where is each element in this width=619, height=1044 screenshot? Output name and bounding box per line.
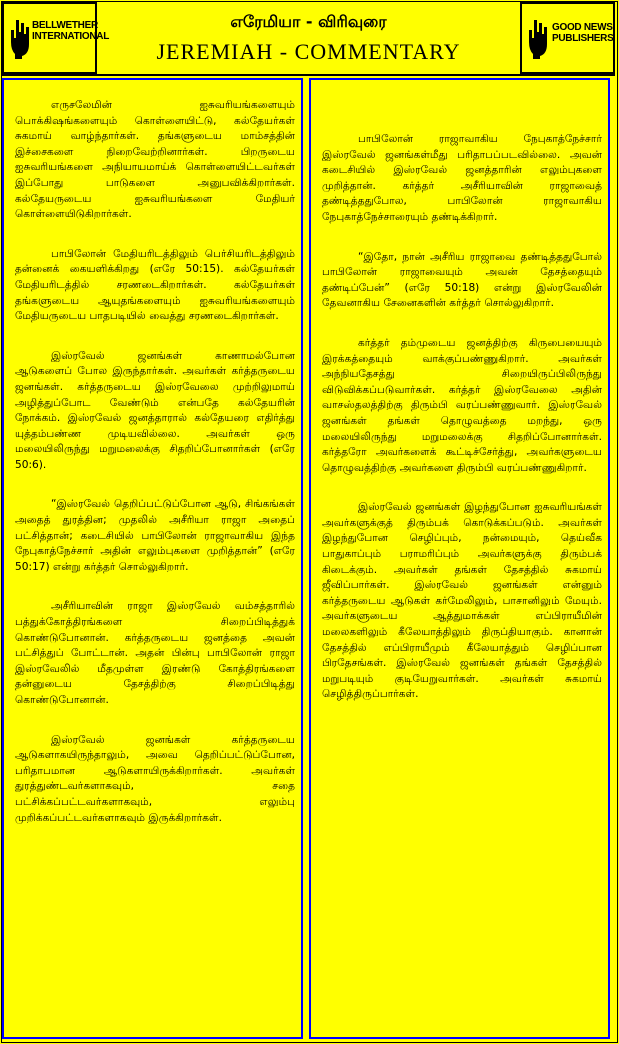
paragraph: இஸ்ரவேல் ஜனங்கள் கர்த்தருடைய ஆடுகளாகயிருந்தாலும், அவை தெறிப்பட்டுப்போன, பரிதாபமான ஆடுகளாயிருக்கிறார்கள். அவர்கள் துரத்துண்டவர்களாகவும், சதை பட்சிக்கப்பட்டவர்களாகவும், எலும்பு முறிக்கப்பட்டவர்களாகவும் இருக்கிறார்கள். bbox=[15, 733, 295, 824]
paragraph: எருசலேமின் ஐசுவரியங்களையும் பொக்கிஷங்களையும் கொள்ளையிட்டு, கல்தேயர்கள் சுகமாய் வாழ்ந்தார்கள். தங்களுடைய மாம்சத்தின் இச்சைகளை நிறைவேற்றினார்கள். பிறருடைய ஐசுவரியங்களை அநியாயமாய்க் கொள்ளையிட்டவர்கள் இப்போது பாடுகளை அனுபவிக்கிறார்கள். கல்தேயருடைய ஐசுவரியங்களை மேதியர் கொள்ளையிடுகிறார்கள். bbox=[15, 99, 295, 221]
good-news-logo bbox=[520, 2, 615, 74]
paragraph: இஸ்ரவேல் ஜனங்கள் இழந்துபோன ஐசுவரியங்கள் அவர்களுக்குத் திரும்பக் கொடுக்கப்படும். அவர்கள் இழந்துபோன செழிப்பும், நன்மையும், தெய்வீக பாதுகாப்பும் பராமரிப்பும் அவர்களுக்கு திரும்பக் கிடைக்கும். அவர்கள் தங்கள் தேசத்தில் சுகமாய் ஜீவிப்பார்கள். இஸ்ரவேல் ஜனங்கள் என்னும் கர்த்தருடைய ஆடுகள் கர்மேலிலும், பாசானிலும் மேயும். அவர்களுடைய ஆத்துமாக்கள் எப்பிராயீமின் மலைகளிலும் கீலேயாத்திலும் திருப்தியாகும். கானான் தேசத்தில் எப்பிராயீமும் கீலேயாத்தும் செழிப்பான பிரதேசங்கள். இஸ்ரவேல் ஜனங்கள் தங்கள் தேசத்தில் மறுபடியும் குடியேறுவார்கள். அவர்கள் சுகமாய் செழித்திருப்பார்கள். bbox=[322, 501, 602, 701]
good-news-logo-text: GOOD NEWS PUBLISHERS bbox=[552, 22, 614, 44]
paragraph: “இஸ்ரவேல் தெறிப்பட்டுப்போன ஆடு, சிங்கங்கள் அதைத் துரத்தின; முதலில் அசீரியா ராஜா அதைப் பட்சித்தான்; கடைசியில் பாபிலோன் ராஜாவாகிய இந்த நேபுகாத்நேச்சார் அதின் எலும்புகளை முறித்தான்” (எரே 50:17) என்று கர்த்தர் சொல்லுகிறார். bbox=[15, 498, 295, 573]
right-column bbox=[309, 78, 610, 1039]
title-english: JEREMIAH - COMMENTARY bbox=[156, 39, 461, 64]
header bbox=[2, 2, 615, 76]
hand-icon bbox=[10, 18, 30, 60]
paragraph: கர்த்தர் தம்முடைய ஜனத்திற்கு கிருபையையும் இரக்கத்தையும் வாக்குப்பண்ணுகிறார். அவர்கள் அந்நியதேசத்து சிறையிருப்பிலிருந்து விடுவிக்கப்படுவார்கள். கர்த்தர் இஸ்ரவேலை அதின் வாசஸ்தலத்திற்கு திரும்பி வரப்பண்ணுவார். இஸ்ரவேல் ஜனங்கள் தங்கள் தொழுவத்தை மறந்து, ஒரு மலையிலிருந்து மறுமலைக்கு சிதறிப்போனார்கள். கர்த்தரோ அவர்களைக் கூட்டிச்சேர்த்து, அவர்களுடைய தொழுவத்திற்கு அவர்களை திரும்பி வரப்பண்ணுகிறார். bbox=[322, 336, 602, 474]
hand-icon bbox=[528, 18, 548, 60]
title-block bbox=[97, 2, 520, 74]
paragraph: அசீரியாவின் ராஜா இஸ்ரவேல் வம்சத்தாரில் பத்துக்கோத்திரங்களை சிறைப்பிடித்துக் கொண்டுபோனான். கர்த்தருடைய ஜனத்தை அவன் பட்சித்துப் போட்டான். அதன் பின்பு பாபிலோன் ராஜா இஸ்ரவேலில் மீதமுள்ள இரண்டு கோத்திரங்களை தன்னுடைய தேசத்திற்கு சிறைப்பிடித்து கொண்டுபோனான். bbox=[15, 600, 295, 706]
bellwether-logo-text: BELLWETHER INTERNATIONAL bbox=[32, 20, 110, 42]
title-tamil: எரேமியா - விரிவுரை bbox=[230, 12, 387, 31]
bellwether-logo bbox=[2, 2, 110, 74]
paragraph: பாபிலோன் ராஜாவாகிய நேபுகாத்நேச்சார் இஸ்ரவேல் ஜனங்கள்மீது பரிதாபப்படவில்லை. அவன் கடைசியில் இஸ்ரவேல் ஜனத்தாரின் எலும்புகளை முறித்தான். கர்த்தர் அசீரியாவின் ராஜாவைத் தண்டித்ததுபோல, பாபிலோன் ராஜாவாகிய நேபுகாத்நேச்சாரையும் தண்டிக்கிறார். bbox=[322, 133, 602, 223]
left-column bbox=[2, 78, 303, 1039]
paragraph: பாபிலோன் மேதியரிடத்திலும் பெர்சியரிடத்திலும் தன்னைக் கையளிக்கிறது (எரே 50:15). கல்தேயர்கள் மேதியரிடத்தில் சரணடைகிறார்கள். கல்தேயர்கள் தங்களுடைய ஆயுதங்களையும் ஐசுவரியங்களையும் மேதியருடைய பாதபடியில் வைத்து சரணடைகிறார்கள். bbox=[15, 247, 295, 323]
paragraph: இஸ்ரவேல் ஜனங்கள் காணாமல்போன ஆடுகளைப் போல இருந்தார்கள். அவர்கள் கர்த்தருடைய ஜனங்கள். கர்த்தருடைய இஸ்ரவேலை முற்றிலுமாய் அழித்துப்போட வேண்டும் என்பதே கல்தேயரின் நோக்கம். இஸ்ரவேல் ஜனத்தாரால் கல்தேயரை எதிர்த்து யுத்தம்பண்ண முடியவில்லை. அவர்கள் ஒரு மலையிலிருந்து மறுமலைக்கு சிதறிப்போனார்கள் (எரே 50:6). bbox=[15, 349, 295, 471]
paragraph: “இதோ, நான் அசீரிய ராஜாவை தண்டித்ததுபோல் பாபிலோன் ராஜாவையும் அவன் தேசத்தையும் தண்டிப்பேன்” (எரே 50:18) என்று இஸ்ரவேலின் தேவனாகிய சேனைகளின் கர்த்தர் சொல்லுகிறார். bbox=[322, 250, 602, 310]
